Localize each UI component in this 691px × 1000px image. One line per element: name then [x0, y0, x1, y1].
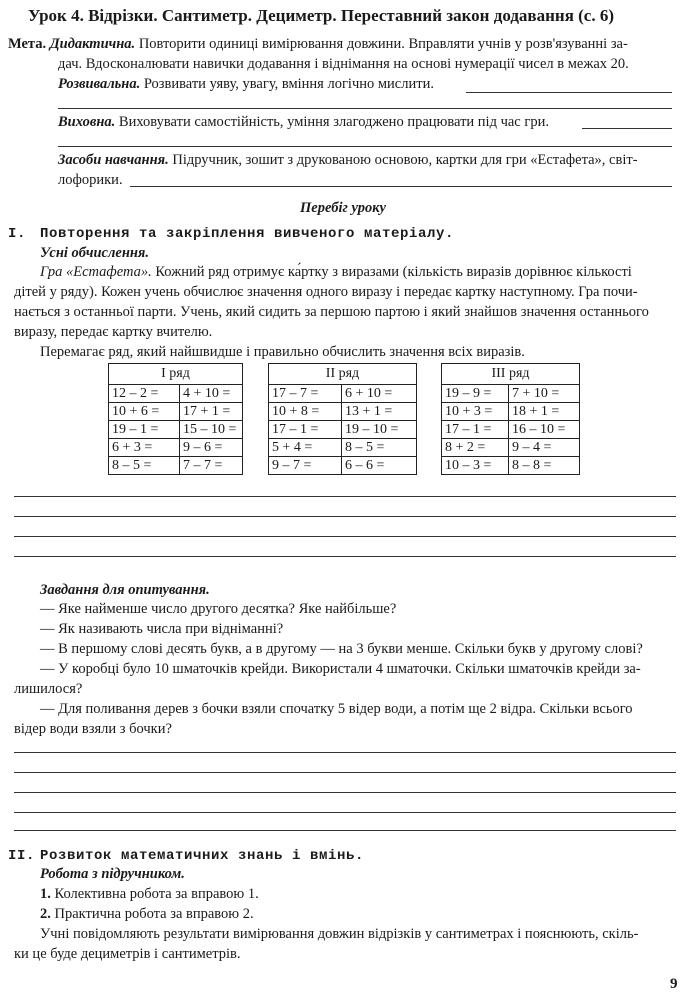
expression: 8 – 8 =: [509, 457, 580, 475]
means-text-1: Підручник, зошит з друкованою основою, картки для гри «Естафета», світ-: [172, 152, 638, 168]
writing-line: [14, 752, 676, 753]
card-row-1: [108, 363, 243, 475]
item-2-number: 2.: [40, 906, 51, 922]
expression: 10 + 3 =: [442, 403, 509, 421]
section-1-title: Повторення та закріплення вивченого матеріалу.: [40, 226, 455, 242]
expression: 15 – 10 =: [180, 421, 243, 439]
section-2-numeral: II.: [8, 848, 36, 864]
question-3: — В першому слові десять букв, а в другому — на 3 букви менше. Скільки букв у другому слові?: [40, 641, 643, 657]
expression: 9 – 4 =: [509, 439, 580, 457]
writing-line: [14, 812, 676, 813]
expression: 19 – 9 =: [442, 385, 509, 403]
item-1: [40, 886, 259, 903]
card-header: I ряд: [109, 364, 243, 385]
expression: 13 + 1 =: [342, 403, 417, 421]
expression: 19 – 10 =: [342, 421, 417, 439]
expression: 6 – 6 =: [342, 457, 417, 475]
didactic-text-2: дач. Вдосконалювати навички додавання і віднімання на основі нумерації чисел в межах 20.: [58, 56, 629, 72]
final-text-2: ки це буде дециметрів і сантиметрів.: [14, 946, 241, 962]
textbook-label: Робота з підручником.: [40, 866, 185, 882]
page-number: 9: [670, 976, 678, 992]
writing-line: [14, 792, 676, 793]
question-1: — Яке найменше число другого десятка? Яке найбільше?: [40, 601, 397, 617]
expression: 8 – 5 =: [109, 457, 180, 475]
question-5a: — Для поливання дерев з бочки взяли спочатку 5 відер води, а потім ще 2 відра. Скільки всього: [40, 701, 633, 717]
educational-line: [58, 114, 549, 131]
question-5b: відер води взяли з бочки?: [14, 721, 172, 737]
page-title: Урок 4. Відрізки. Сантиметр. Дециметр. Переставний закон додавання (с. 6): [28, 6, 615, 25]
expression: 9 – 6 =: [180, 439, 243, 457]
expression: 5 + 4 =: [269, 439, 342, 457]
developing-label: Розвивальна.: [58, 76, 141, 92]
fill-line: [130, 186, 672, 187]
expression: 7 – 7 =: [180, 457, 243, 475]
writing-line: [14, 830, 676, 831]
fill-line: [58, 146, 672, 147]
fill-line: [466, 92, 672, 93]
game-text-1: Кожний ряд отримує ка́ртку з виразами (кількість виразів дорівнює кількості: [155, 264, 632, 280]
card-header: III ряд: [442, 364, 580, 385]
expression: 17 – 1 =: [269, 421, 342, 439]
question-2: — Як називають числа при відніманні?: [40, 621, 284, 637]
expression: 10 + 6 =: [109, 403, 180, 421]
writing-line: [14, 556, 676, 557]
item-1-number: 1.: [40, 886, 51, 902]
oral-calc-label: Усні обчислення.: [40, 245, 150, 261]
expression: 18 + 1 =: [509, 403, 580, 421]
writing-line: [14, 772, 676, 773]
card-row-2: [268, 363, 417, 475]
means-label: Засоби навчання.: [58, 152, 169, 168]
goal-label: Мета.: [8, 36, 47, 52]
item-1-text: Колективна робота за вправою 1.: [54, 886, 259, 902]
winner-text: Перемагає ряд, який найшвидше і правильно обчислить значення всіх виразів.: [40, 344, 525, 360]
developing-line: [58, 76, 434, 93]
game-text-2: дітей у ряду). Кожен учень обчислює значення одного виразу і передає картку наступному. Гра почи-: [14, 284, 638, 300]
didactic-label: Дидактична.: [49, 36, 136, 52]
developing-text: Розвивати уяву, увагу, вміння логічно мислити.: [143, 76, 434, 92]
section-2-title: Розвиток математичних знань і вмінь.: [40, 848, 365, 864]
expression: 16 – 10 =: [509, 421, 580, 439]
means-text-2: лофорики.: [58, 172, 123, 188]
game-line-1: [40, 264, 632, 281]
expression: 12 – 2 =: [109, 385, 180, 403]
lesson-heading: Перебіг уроку: [300, 200, 386, 216]
means-line-1: [58, 152, 638, 169]
fill-line: [58, 108, 672, 109]
game-label: Гра «Естафета».: [40, 264, 152, 280]
expression: 8 + 2 =: [442, 439, 509, 457]
expression: 9 – 7 =: [269, 457, 342, 475]
questions-label: Завдання для опитування.: [40, 582, 210, 598]
expression: 6 + 3 =: [109, 439, 180, 457]
expression: 10 – 3 =: [442, 457, 509, 475]
expression: 17 – 1 =: [442, 421, 509, 439]
item-2-text: Практична робота за вправою 2.: [54, 906, 254, 922]
expression: 4 + 10 =: [180, 385, 243, 403]
game-text-3: нається з останньої парти. Учень, який сидить за першою партою і який знайшов значення останнього: [14, 304, 649, 320]
expression: 17 + 1 =: [180, 403, 243, 421]
game-text-4: виразу, передає картку вчителю.: [14, 324, 213, 340]
writing-line: [14, 516, 676, 517]
expression: 19 – 1 =: [109, 421, 180, 439]
writing-line: [14, 496, 676, 497]
expression: 7 + 10 =: [509, 385, 580, 403]
question-4b: лишилося?: [14, 681, 83, 697]
card-row-3: [441, 363, 580, 475]
final-text-1: Учні повідомляють результати вимірювання довжин відрізків у сантиметрах і пояснюють, скіль-: [40, 926, 639, 942]
expression: 10 + 8 =: [269, 403, 342, 421]
item-2: [40, 906, 254, 923]
section-1-numeral: I.: [8, 226, 27, 242]
educational-text: Виховувати самостійність, уміння злагоджено працювати під час гри.: [118, 114, 549, 130]
question-4a: — У коробці було 10 шматочків крейди. Використали 4 шматочки. Скільки шматочків крейди за-: [40, 661, 641, 677]
didactic-text-1: Повторити одиниці вимірювання довжини. Вправляти учнів у розв'язуванні за-: [138, 36, 628, 52]
writing-line: [14, 536, 676, 537]
card-header: II ряд: [269, 364, 417, 385]
expression: 8 – 5 =: [342, 439, 417, 457]
expression: 17 – 7 =: [269, 385, 342, 403]
expression: 6 + 10 =: [342, 385, 417, 403]
goal-line-1: [8, 36, 628, 53]
educational-label: Виховна.: [58, 114, 116, 130]
fill-line: [582, 128, 672, 129]
